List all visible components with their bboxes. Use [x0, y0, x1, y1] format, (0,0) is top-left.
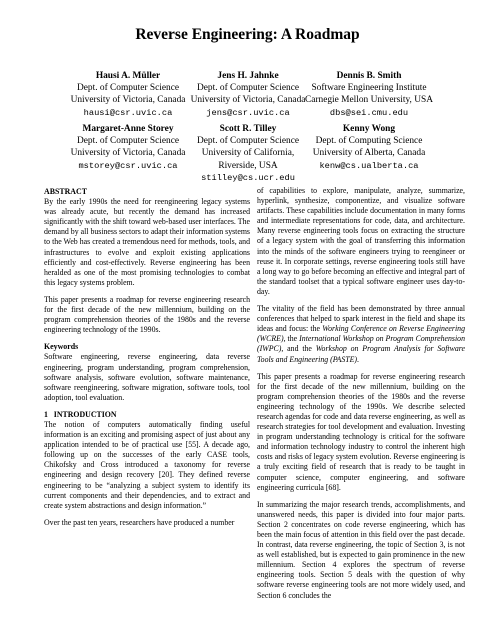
left-column	[44, 187, 250, 535]
author-email: hausi@csr.uvic.ca	[83, 107, 173, 118]
text-run: The vitality of the field has been demonstrated by three annual conferences that helped to spark interest in the field and shape its ideas and focus: the	[257, 304, 465, 334]
section-heading: 1 INTRODUCTION	[44, 409, 117, 419]
author-affiliation: Riverside, USA	[218, 160, 278, 171]
body-paragraph: In summarizing the major research trends, accomplishments, and unanswered needs, this paper is divided into four major parts. Section 2 concentrates on code reverse engineering, which has been the main focus of attention in this field over the past decade. In contrast, data reverse engineering, the topic of Section 3, is not as well established, but is expected to gain prominence in the new millennium. Section 4 explores the spectrum of reverse engineering tools. Section 5 deals with the question of why software reverse engineering tools are not more widely used, and Section 6 concludes the	[257, 499, 465, 600]
author-affiliation: Software Engineering Institute	[311, 83, 427, 94]
author-affiliation: University of Victoria, Canada	[70, 148, 186, 159]
body-paragraph	[257, 304, 465, 365]
author-affiliation: Dept. of Computer Science	[76, 83, 180, 94]
author-name: Margaret-Anne Storey	[82, 124, 174, 134]
abstract-heading: ABSTRACT	[44, 187, 87, 196]
paper-title: Reverse Engineering: A Roadmap	[135, 26, 360, 43]
author-affiliation: University of Victoria, Canada	[190, 95, 306, 106]
author-email: kenw@cs.ualberta.ca	[319, 160, 419, 171]
author-affiliation: Dept. of Computer Science	[196, 83, 300, 94]
abstract-paragraph: By the early 1990s the need for reengineering legacy systems was already acute, but recently the demand has increased significantly with the shift toward web-based user interfaces. The demand by all business sectors to adapt their information systems to the Web has created a tremendous need for methods, tools, and infrastructures to evolve and exploit existing applications efficiently and cost-effectively. Reverse engineering has been heralded as one of the most promising technologies to combat this legacy systems problem.	[44, 197, 250, 287]
author-affiliation: University of California,	[201, 148, 295, 159]
text-run: , the	[283, 334, 300, 344]
body-paragraph: The notion of computers automatically finding useful information is an exciting and promising aspect of just about any application intended to be of practical use [55]. A decade ago, following up on the successes of the early CASE tools, Chikofsky and Cross introduced a taxonomy for reverse engineering and design recovery [20]. They defined reverse engineering to be “analyzing a subject system to identify its current components and their dependencies, and to extract and create system abstractions and design information.”	[44, 419, 250, 510]
author-email: mstorey@csr.uvic.ca	[78, 160, 178, 171]
author-affiliation: Dept. of Computer Science	[196, 136, 300, 147]
keywords-text: Software engineering, reverse engineering, data reverse engineering, program understanding, program comprehension, software analysis, software evolution, software maintenance, software reengineering, software migration, software tools, tool adoption, tool evaluation.	[44, 352, 250, 402]
body-paragraph: of capabilities to explore, manipulate, analyze, summarize, hyperlink, synthesize, componentize, and visualize software artifacts. These capabilities include documentation in many forms and intermediate representations for code, data, and architecture. Many reverse engineering tools focus on extracting the structure of a legacy system with the goal of transferring this information into the minds of the software engineers trying to reengineer or reuse it. In corporate settings, reverse engineering tools still have a long way to go before becoming an effective and integral part of the standard toolset that a typical software engineer uses day-to-day.	[257, 186, 465, 296]
author-affiliation: Carnegie Mellon University, USA	[304, 95, 434, 106]
venue-name: Working Conference on Reverse Engineering (WCRE)	[257, 324, 465, 344]
text-run: , and the	[281, 344, 316, 354]
venue-name: International Workshop on Program Comprehension (IWPC)	[257, 334, 465, 354]
author-affiliation: University of Victoria, Canada	[70, 95, 186, 106]
body-paragraph: This paper presents a roadmap for reverse engineering research for the first decade of the new millennium, building on the program comprehension theories of the 1980s and the reverse engineering technology of the 1990s. We describe selected research agendas for code and data reverse engineering, as well as research strategies for tool development and evaluation. Investing in program understanding technology is critical for the software and information technology industry to control the inherent high costs and risks of legacy system evolution. Reverse engineering is a truly exciting field of research that is ready to be taught in computer science, computer engineering, and software engineering curricula [68].	[257, 371, 465, 492]
right-column	[257, 186, 465, 608]
author-email: jens@csr.uvic.ca	[206, 107, 290, 118]
abstract-paragraph: This paper presents a roadmap for reverse engineering research for the first decade of the new millennium, building on the program comprehension theories of the 1980s and the reverse engineering technology of the 1990s.	[44, 294, 250, 335]
author-block	[284, 123, 454, 172]
author-name: Kenny Wong	[342, 124, 396, 134]
author-name: Scott R. Tilley	[219, 124, 277, 134]
author-name: Jens H. Jahnke	[217, 71, 279, 81]
text-run: .	[357, 354, 359, 364]
author-affiliation: University of Alberta, Canada	[312, 148, 426, 159]
author-email: dbs@sei.cmu.edu	[329, 107, 409, 118]
author-email: stilley@cs.ucr.edu	[201, 172, 295, 183]
author-name: Hausi A. Müller	[95, 71, 161, 81]
author-affiliation: Dept. of Computer Science	[76, 136, 180, 147]
body-paragraph: Over the past ten years, researchers have produced a number	[44, 517, 235, 527]
keywords-heading: Keywords	[44, 342, 79, 352]
author-affiliation: Dept. of Computing Science	[315, 136, 423, 147]
author-block	[284, 70, 454, 119]
venue-name: Workshop on Program Analysis for Software Tools and Engineering (PASTE)	[257, 344, 465, 364]
author-name: Dennis B. Smith	[336, 71, 402, 81]
